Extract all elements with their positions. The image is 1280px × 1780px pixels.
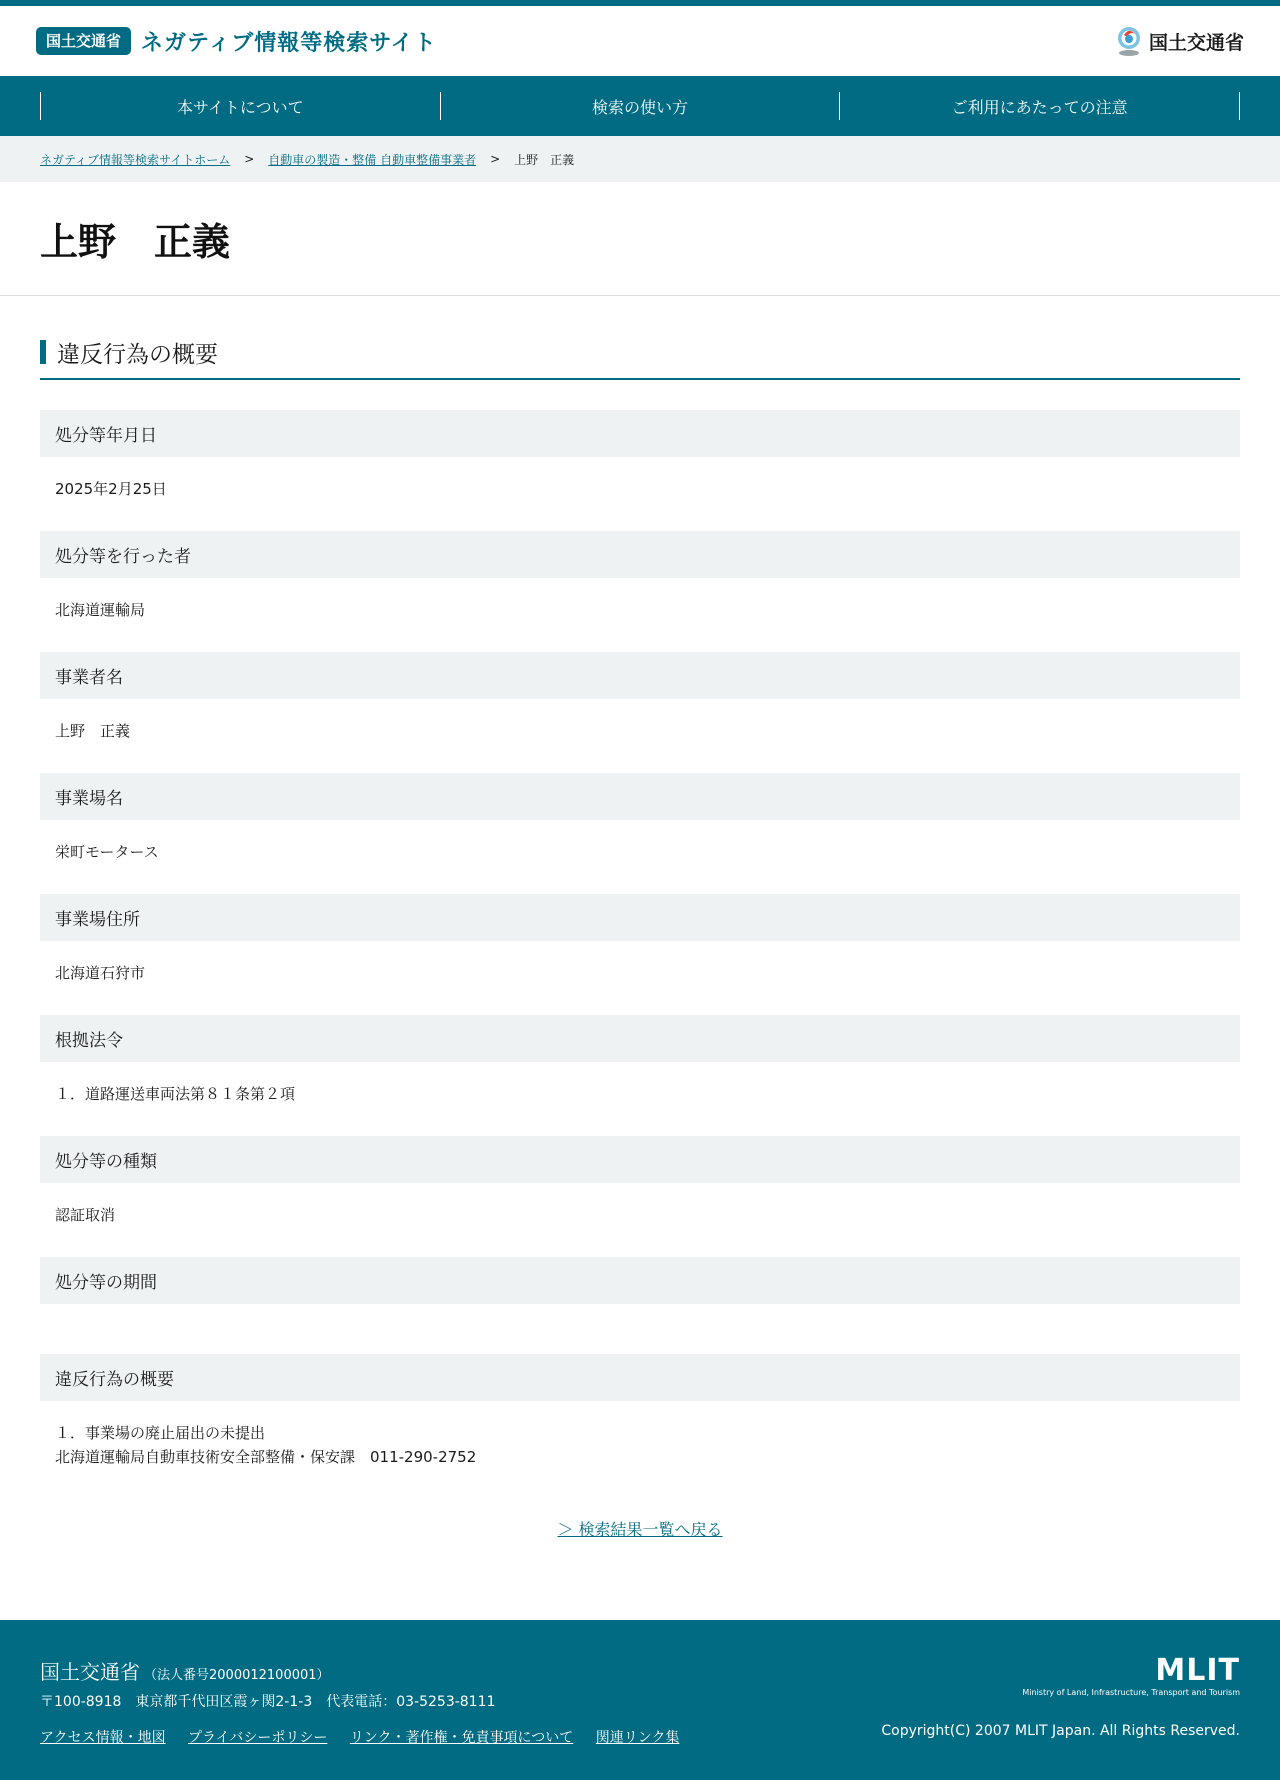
site-header — [0, 6, 1280, 76]
ministry-logo-text: 国土交通省 — [1148, 31, 1244, 54]
value-disposition-period — [40, 1304, 1240, 1354]
ministry-badge: 国土交通省 — [36, 27, 131, 55]
label-business-site-address: 事業場住所 — [40, 894, 1240, 941]
nav-search-howto[interactable]: 検索の使い方 — [440, 92, 840, 120]
breadcrumb-home-link[interactable]: ネガティブ情報等検索サイトホーム — [40, 152, 231, 167]
breadcrumb — [0, 136, 1280, 182]
value-violation-summary — [40, 1401, 1240, 1481]
page-title: 上野 正義 — [40, 220, 231, 264]
value-disposition-date: 2025年2月25日 — [55, 480, 167, 498]
nav-about-site[interactable]: 本サイトについて — [40, 92, 440, 120]
main-content — [0, 334, 1280, 1540]
footer-org — [40, 1656, 697, 1685]
violation-contact-line: 北海道運輸局自動車技術安全部整備・保安課 011-290-2752 — [55, 1448, 477, 1466]
section-heading — [40, 334, 1240, 380]
copyright: Copyright(C) 2007 MLIT Japan. All Rights Reserved. — [881, 1723, 1240, 1739]
back-to-results-link[interactable]: ＞ 検索結果一覧へ戻る — [557, 1520, 723, 1539]
section-heading-bar — [40, 340, 46, 364]
back-link-area — [40, 1517, 1240, 1540]
footer-corp-number: （法人番号2000012100001） — [144, 1668, 330, 1683]
breadcrumb-separator: > — [490, 152, 501, 166]
section-heading-text: 違反行為の概要 — [57, 341, 218, 368]
label-violation-summary: 違反行為の概要 — [40, 1354, 1240, 1401]
value-disposition-type: 認証取消 — [55, 1206, 116, 1224]
footer-link-related[interactable]: 関連リンク集 — [595, 1730, 680, 1746]
footer-link-access[interactable]: アクセス情報・地図 — [40, 1730, 166, 1746]
mlit-logo-subtitle: Ministry of Land, Infrastructure, Transport and Tourism — [1022, 1688, 1240, 1697]
value-business-operator-name: 上野 正義 — [55, 722, 131, 740]
value-business-site-address: 北海道石狩市 — [55, 964, 146, 982]
label-disposition-date: 処分等年月日 — [40, 410, 1240, 457]
breadcrumb-current: 上野 正義 — [514, 152, 575, 167]
detail-list — [40, 410, 1240, 1481]
label-legal-basis: 根拠法令 — [40, 1015, 1240, 1062]
nav-usage-notes[interactable]: ご利用にあたっての注意 — [839, 92, 1240, 120]
footer-link-privacy[interactable]: プライバシーポリシー — [188, 1730, 328, 1746]
label-disposition-type: 処分等の種類 — [40, 1136, 1240, 1183]
breadcrumb-category-link[interactable]: 自動車の製造・整備 自動車整備事業者 — [268, 152, 477, 167]
footer-right — [881, 1653, 1240, 1739]
site-title[interactable]: ネガティブ情報等検索サイト — [141, 30, 437, 56]
footer-info — [40, 1656, 697, 1747]
global-navigation — [0, 76, 1280, 136]
ministry-emblem-icon — [1115, 25, 1143, 57]
value-disposing-authority: 北海道運輸局 — [55, 601, 146, 619]
footer-address: 〒100-8918 東京都千代田区霞ヶ関2-1-3 代表電話：03-5253-8111 — [40, 1694, 496, 1710]
value-business-site-name: 栄町モータース — [55, 843, 159, 861]
label-business-site-name: 事業場名 — [40, 773, 1240, 820]
label-disposing-authority: 処分等を行った者 — [40, 531, 1240, 578]
mlit-logo: MLIT — [1155, 1653, 1240, 1688]
site-footer — [0, 1620, 1280, 1780]
page-title-area — [0, 182, 1280, 296]
ministry-logo[interactable] — [1115, 25, 1244, 57]
label-business-operator-name: 事業者名 — [40, 652, 1240, 699]
violation-summary-line: １．事業場の廃止届出の未提出 — [55, 1424, 266, 1442]
label-disposition-period: 処分等の期間 — [40, 1257, 1240, 1304]
site-brand[interactable] — [36, 26, 437, 57]
footer-link-copyright[interactable]: リンク・著作権・免責事項について — [349, 1730, 574, 1746]
breadcrumb-separator: > — [244, 152, 255, 166]
footer-links — [40, 1727, 697, 1747]
footer-org-name: 国土交通省 — [40, 1660, 140, 1684]
value-legal-basis: １．道路運送車両法第８１条第２項 — [55, 1085, 296, 1103]
